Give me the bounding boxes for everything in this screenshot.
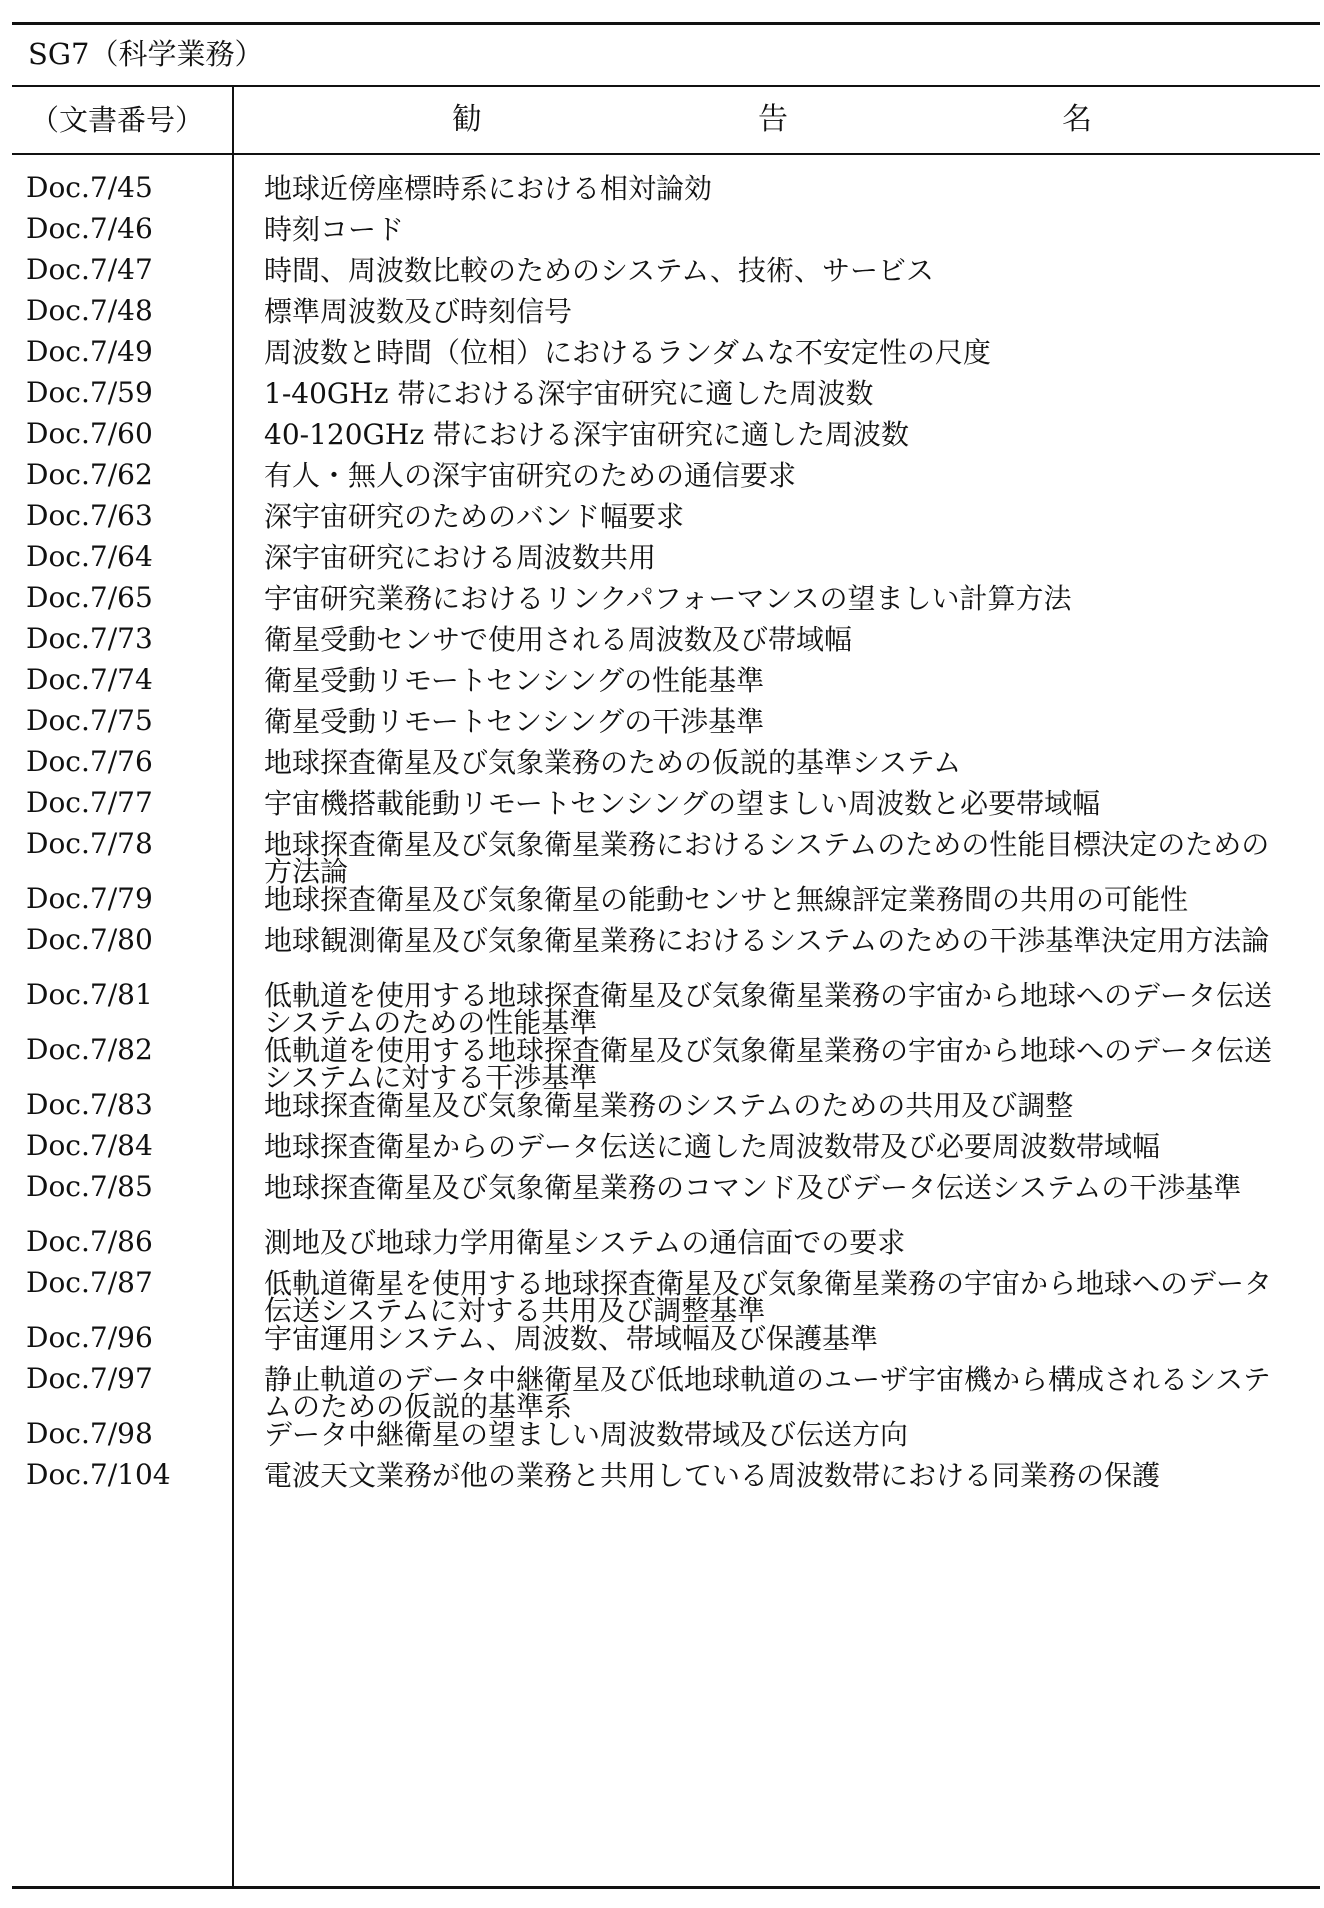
- table-row: [0, 1027, 1324, 1094]
- table-row: [0, 1315, 1324, 1356]
- recommendation-title-cell: 時間、周波数比較のためのシステム、技術、サービス: [264, 254, 935, 287]
- doc-number-cell: Doc.7/83: [26, 1088, 153, 1121]
- doc-number-cell: Doc.7/75: [26, 704, 153, 737]
- table-row: [0, 411, 1324, 452]
- table-row: [0, 288, 1324, 329]
- bottom-rule: [12, 1886, 1320, 1889]
- doc-number-cell: Doc.7/79: [26, 882, 153, 915]
- recommendation-title-cell: 深宇宙研究における周波数共用: [264, 541, 657, 574]
- doc-number-cell: Doc.7/81: [26, 978, 153, 1011]
- recommendation-title-cell: 地球探査衛星及び気象衛星の能動センサと無線評定業務間の共用の可能性: [264, 883, 1189, 916]
- table-row: [0, 1082, 1324, 1123]
- doc-number-cell: Doc.7/98: [26, 1417, 153, 1450]
- recommendation-title-cell: 衛星受動リモートセンシングの性能基準: [264, 664, 765, 697]
- doc-number-cell: Doc.7/49: [26, 335, 153, 368]
- recommendation-title-cell: 低軌道衛星を使用する地球探査衛星及び気象衛星業務の宇宙から地球へのデータ伝送システムに対する共用及び調整基準: [264, 1267, 1273, 1327]
- recommendation-title-cell: 周波数と時間（位相）におけるランダムな不安定性の尺度: [264, 336, 991, 369]
- doc-number-cell: Doc.7/97: [26, 1362, 153, 1395]
- recommendation-title-cell: 宇宙機搭載能動リモートセンシングの望ましい周波数と必要帯域幅: [264, 787, 1101, 820]
- table-row: [0, 616, 1324, 657]
- table-row: [0, 972, 1324, 1039]
- doc-number-cell: Doc.7/73: [26, 622, 153, 655]
- table-row: [0, 1164, 1324, 1219]
- column-header-title-char: 名: [1062, 102, 1092, 137]
- table-row: [0, 493, 1324, 534]
- recommendation-title-cell: 地球探査衛星及び気象衛星業務におけるシステムのための性能目標決定のための方法論: [264, 828, 1270, 888]
- doc-number-cell: Doc.7/47: [26, 253, 153, 286]
- table-row: [0, 1356, 1324, 1423]
- table-row: [0, 876, 1324, 917]
- recommendation-title-cell: 有人・無人の深宇宙研究のための通信要求: [264, 459, 797, 492]
- doc-number-cell: Doc.7/104: [26, 1458, 171, 1491]
- recommendation-title-cell: 時刻コード: [264, 213, 405, 246]
- doc-number-cell: Doc.7/62: [26, 458, 153, 491]
- column-header-title-char: 告: [758, 102, 788, 137]
- doc-number-cell: Doc.7/77: [26, 786, 153, 819]
- table-row: [0, 657, 1324, 698]
- recommendation-title-cell: 地球観測衛星及び気象衛星業務におけるシステムのための干渉基準決定用方法論: [264, 924, 1270, 957]
- table-row: [0, 206, 1324, 247]
- doc-number-cell: Doc.7/87: [26, 1266, 153, 1299]
- recommendation-title-cell: 40-120GHz 帯における深宇宙研究に適した周波数: [264, 418, 909, 451]
- table-row: [0, 329, 1324, 370]
- top-rule: [12, 22, 1320, 25]
- table-row: [0, 780, 1324, 821]
- doc-number-cell: Doc.7/76: [26, 745, 153, 778]
- header-bottom-rule: [12, 153, 1320, 155]
- doc-number-cell: Doc.7/85: [26, 1170, 153, 1203]
- recommendation-title-cell: 標準周波数及び時刻信号: [264, 295, 573, 328]
- recommendation-title-cell: 衛星受動リモートセンシングの干渉基準: [264, 705, 765, 738]
- doc-number-cell: Doc.7/80: [26, 923, 153, 956]
- table-row: [0, 1452, 1324, 1493]
- recommendation-title-cell: 地球探査衛星及び気象衛星業務のシステムのための共用及び調整: [264, 1089, 1074, 1122]
- doc-number-cell: Doc.7/86: [26, 1225, 153, 1258]
- recommendation-title-cell: 衛星受動センサで使用される周波数及び帯域幅: [264, 623, 853, 656]
- doc-number-cell: Doc.7/78: [26, 827, 153, 860]
- recommendation-title-cell: 宇宙運用システム、周波数、帯域幅及び保護基準: [264, 1322, 879, 1355]
- recommendation-title-cell: 地球探査衛星及び気象衛星業務のコマンド及びデータ伝送システムの干渉基準: [264, 1171, 1242, 1204]
- recommendation-title-cell: 静止軌道のデータ中継衛星及び低地球軌道のユーザ宇宙機から構成されるシステムのための仮説的基準系: [264, 1363, 1271, 1423]
- doc-number-cell: Doc.7/82: [26, 1033, 153, 1066]
- table-row: [0, 165, 1324, 206]
- doc-number-cell: Doc.7/45: [26, 171, 153, 204]
- doc-number-cell: Doc.7/65: [26, 581, 153, 614]
- table-row: [0, 452, 1324, 493]
- doc-number-cell: Doc.7/59: [26, 376, 153, 409]
- table-row: [0, 917, 1324, 972]
- recommendation-title-cell: データ中継衛星の望ましい周波数帯域及び伝送方向: [264, 1418, 909, 1451]
- table-row: [0, 534, 1324, 575]
- table-row: [0, 247, 1324, 288]
- table-row: [0, 370, 1324, 411]
- doc-number-cell: Doc.7/64: [26, 540, 153, 573]
- recommendation-title-cell: 測地及び地球力学用衛星システムの通信面での要求: [264, 1226, 906, 1259]
- table-row: [0, 1219, 1324, 1260]
- recommendation-title-cell: 低軌道を使用する地球探査衛星及び気象衛星業務の宇宙から地球へのデータ伝送システムのための性能基準: [264, 979, 1273, 1039]
- doc-number-cell: Doc.7/48: [26, 294, 153, 327]
- doc-number-cell: Doc.7/60: [26, 417, 153, 450]
- doc-number-cell: Doc.7/96: [26, 1321, 153, 1354]
- recommendation-title-cell: 低軌道を使用する地球探査衛星及び気象衛星業務の宇宙から地球へのデータ伝送システムに対する干渉基準: [264, 1034, 1273, 1094]
- table-row: [0, 1260, 1324, 1327]
- table-row: [0, 821, 1324, 888]
- recommendation-title-cell: 宇宙研究業務におけるリンクパフォーマンスの望ましい計算方法: [264, 582, 1072, 615]
- column-header-title-char: 勧: [452, 102, 482, 137]
- table-row: [0, 575, 1324, 616]
- doc-number-cell: Doc.7/63: [26, 499, 153, 532]
- doc-number-cell: Doc.7/74: [26, 663, 153, 696]
- table-row: [0, 1123, 1324, 1164]
- recommendation-title-cell: 地球探査衛星及び気象業務のための仮説的基準システム: [264, 746, 962, 779]
- recommendation-title-cell: 深宇宙研究のためのバンド幅要求: [264, 500, 685, 533]
- table-row: [0, 698, 1324, 739]
- recommendation-title-cell: 地球近傍座標時系における相対論効: [264, 172, 713, 205]
- recommendation-title-cell: 地球探査衛星からのデータ伝送に適した周波数帯及び必要周波数帯域幅: [264, 1130, 1161, 1163]
- table-row: [0, 739, 1324, 780]
- section-title: SG7（科学業務）: [28, 37, 264, 71]
- doc-number-cell: Doc.7/46: [26, 212, 153, 245]
- recommendation-title-cell: 1-40GHz 帯における深宇宙研究に適した周波数: [264, 377, 874, 410]
- recommendation-title-cell: 電波天文業務が他の業務と共用している周波数帯における同業務の保護: [264, 1459, 1161, 1492]
- doc-number-cell: Doc.7/84: [26, 1129, 153, 1162]
- table-row: [0, 1411, 1324, 1452]
- header-top-rule: [12, 85, 1320, 87]
- column-header-doc-number: （文書番号）: [30, 103, 205, 137]
- recommendation-table: [0, 165, 1324, 1493]
